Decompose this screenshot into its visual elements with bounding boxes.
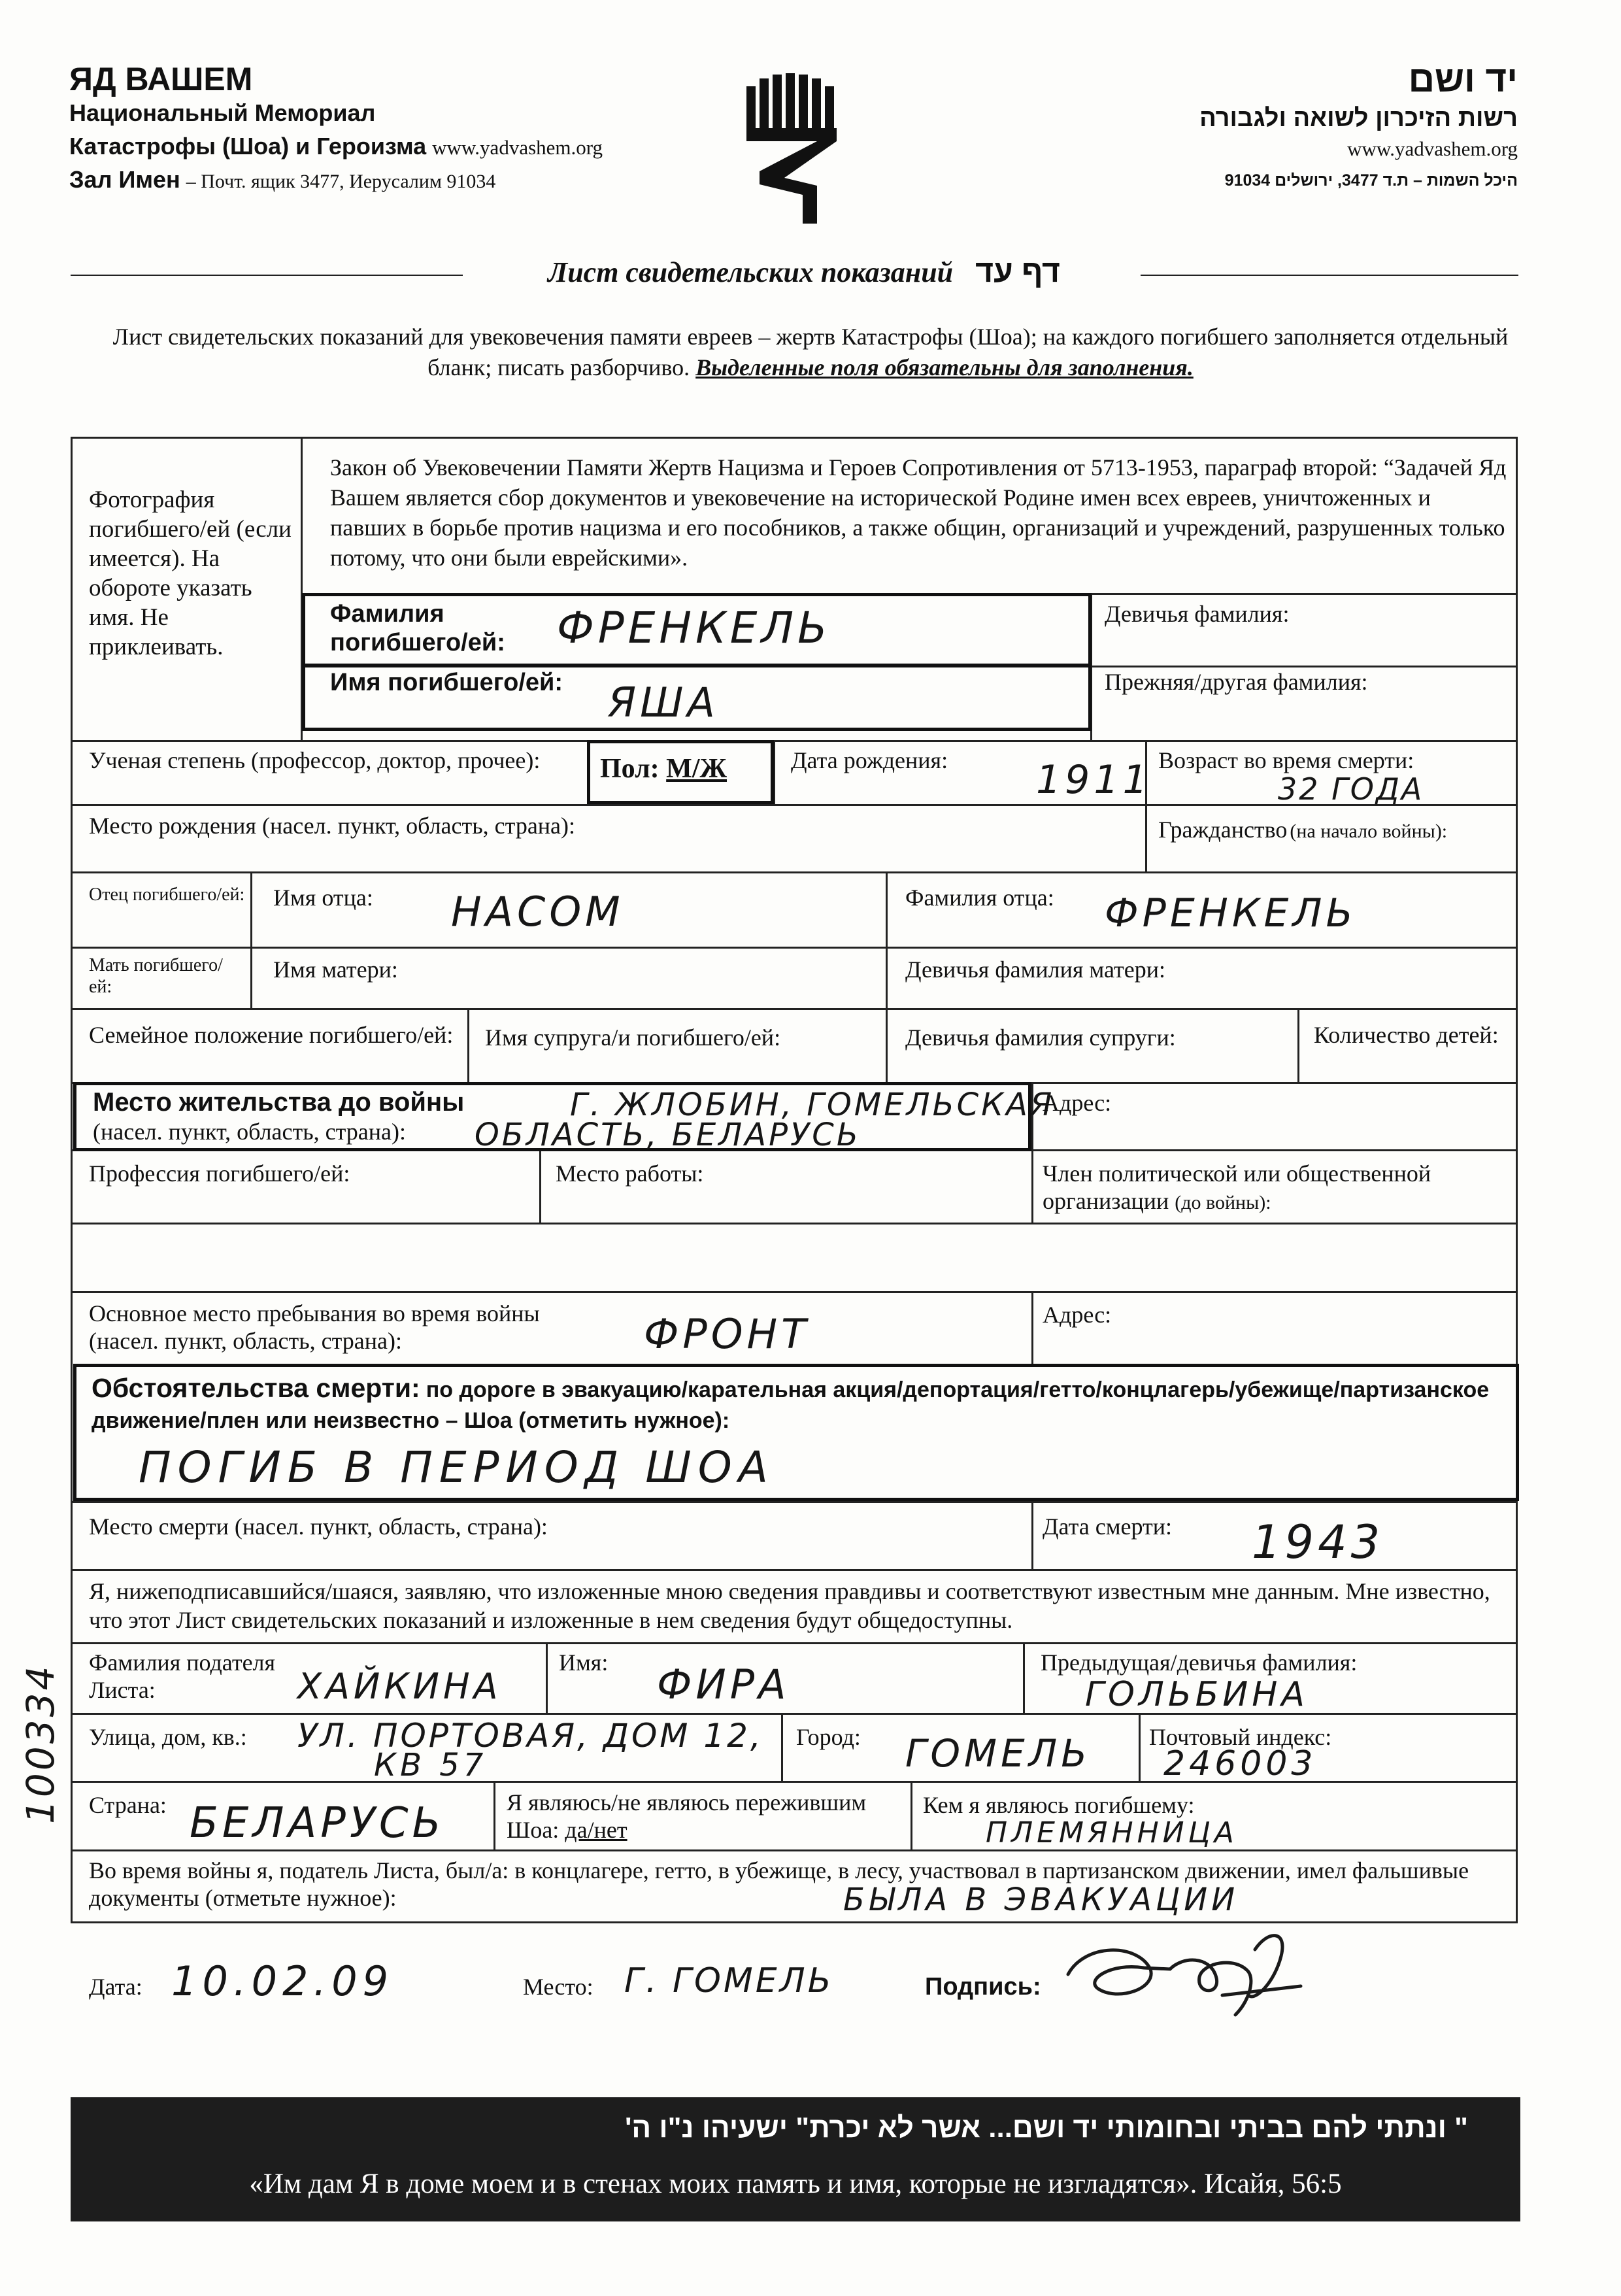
age-at-death[interactable]: 32 ГОДА (1278, 771, 1424, 807)
form-title: Лист свидетельских показаний (548, 256, 954, 288)
membership-field (1043, 1160, 1513, 1215)
col-rule (1023, 1642, 1025, 1713)
circumstances-options: по дороге в эвакуацию/карательная акция/депортация/гетто/концлагерь/убежище/партизанское движение/плен или неизвестно – Шоа (отметить нужное): (92, 1377, 1490, 1433)
death-date-label: Дата смерти: (1043, 1513, 1173, 1540)
hall-label: Зал Имен (69, 166, 180, 193)
birth-date[interactable]: 1911 (1036, 757, 1152, 803)
col-rule (250, 871, 252, 1009)
org-name-he: יד ושם (1408, 58, 1518, 99)
citizenship-label: Гражданство (1158, 817, 1288, 843)
mother-name-label: Имя матери: (273, 956, 398, 983)
gender-field (600, 753, 727, 785)
residence-address-label: Адрес: (1043, 1090, 1112, 1116)
profession-label: Профессия погибшего/ей: (89, 1160, 350, 1187)
col-rule (1297, 1008, 1299, 1083)
banner-quote-ru: «Им дам Я в доме моем и в стенах моих память и имя, которые не изгладятся». Исайя, 56:5 (249, 2169, 1342, 2199)
submitter-surname[interactable]: ХАЙКИНА (297, 1666, 502, 1707)
row-rule (71, 1501, 1518, 1503)
col-rule (493, 1781, 495, 1849)
membership-label: Член политической или общественной организации (1043, 1160, 1431, 1214)
submitter-prev-surname-label: Предыдущая/девичья фамилия: (1041, 1649, 1358, 1676)
archive-number: 100334 (18, 1663, 63, 1824)
row-rule (71, 1642, 1518, 1644)
declaration: Я, нижеподписавшийся/шаяся, заявляю, что изложенные мною сведения правдивы и соответствуют известным мне данным. Мне известно, что этот Лист свидетельских показаний и изложенные в нем сведения будут общедоступны. (89, 1578, 1490, 1633)
mother-maiden-label: Девичья фамилия матери: (905, 956, 1166, 983)
quote-banner (71, 2097, 1520, 2221)
submitter-name[interactable]: ФИРА (657, 1661, 790, 1708)
org-name-ru: ЯД ВАШЕМ (69, 61, 253, 97)
col-rule (1139, 1713, 1141, 1781)
marital-status-label: Семейное положение погибшего/ей: (89, 1022, 454, 1048)
circumstances-value[interactable]: ПОГИБ В ПЕРИОД ШОА (139, 1442, 775, 1493)
form-title-he: דף עד (975, 254, 1060, 289)
law-text: Закон об Увековечении Памяти Жертв Нацизма и Героев Сопротивления от 5713-1953, параграф второй: “Задачей Яд Вашем является сбор документов и увековечение на исторической Родине имен всех евреев, уничтоженных и павших в борьбе против нацизма и его пособников, а также общин, организаций и учреждений, разрушенных только потому, что они были еврейскими». (330, 454, 1507, 571)
relation[interactable]: ПЛЕМЯННИЦА (986, 1816, 1238, 1849)
submitter-wartime-label: Во время войны я, податель Листа, был/а: в концлагере, гетто, в убежище, в лесу, участвовал в партизанском движении, имел фальшивые документы (отметьте нужное): (89, 1857, 1469, 1911)
relation-label: Кем я являюсь погибшему: (923, 1792, 1195, 1818)
row-rule (71, 1008, 1518, 1010)
victim-first-name[interactable]: ЯША (608, 679, 719, 726)
col-rule (1031, 1501, 1033, 1570)
signature[interactable] (1059, 1917, 1307, 2034)
circumstances-field (92, 1373, 1503, 1436)
website-left: www.yadvashem.org (432, 136, 603, 159)
col-rule (546, 1642, 548, 1713)
hall-address: – Почт. ящик 3477, Иерусалим 91034 (186, 171, 496, 192)
country-label: Страна: (89, 1792, 167, 1818)
father-surname[interactable]: ФРЕНКЕЛЬ (1105, 890, 1357, 936)
col-rule (539, 1149, 541, 1223)
signature-label: Подпись: (925, 1973, 1041, 2001)
residence-label: Место жительства до войны (93, 1088, 465, 1117)
postcode[interactable]: 246003 (1163, 1744, 1317, 1783)
website-right: www.yadvashem.org (1347, 137, 1518, 160)
place-label: Место: (523, 1974, 593, 2000)
row-rule (71, 1849, 1518, 1851)
col-rule (1031, 1291, 1033, 1366)
children-count-label: Количество детей: (1314, 1022, 1499, 1048)
org-line2: Национальный Мемориал (69, 99, 376, 126)
citizenship-field (1158, 816, 1447, 843)
degree-label: Ученая степень (профессор, доктор, прочее): (89, 747, 541, 773)
row-rule (71, 740, 1518, 742)
row-rule (71, 1569, 1518, 1571)
col-rule (1031, 1149, 1033, 1223)
survivor-value[interactable]: да/нет (565, 1817, 627, 1843)
photo-note: Фотография погибшего/ей (если имеется). На обороте указать имя. Не приклеивать. (89, 486, 292, 660)
col-rule (467, 1008, 469, 1083)
form-title-row (477, 254, 1131, 290)
title-rule-left (71, 275, 463, 276)
workplace-label: Место работы: (556, 1160, 704, 1187)
survivor-label: Я являюсь/не являюсь пережившим Шоа: (507, 1789, 867, 1843)
mother-side-label: Мать погибшего/ей: (89, 955, 223, 997)
residence-value-line1[interactable]: Г. ЖЛОБИН, ГОМЕЛЬСКАЯ (570, 1087, 1055, 1123)
father-side-label: Отец погибшего/ей: (89, 885, 245, 905)
city-label: Город: (796, 1724, 861, 1750)
submission-date[interactable]: 10.02.09 (171, 1957, 394, 2005)
date-label: Дата: (89, 1974, 142, 2000)
wartime-place-label: Основное место пребывания во время войны (насел. пункт, область, страна): (89, 1300, 540, 1354)
yad-vashem-logo-icon (745, 73, 850, 224)
father-name[interactable]: НАСОМ (451, 888, 624, 936)
residence-note: (насел. пункт, область, страна): (93, 1119, 407, 1145)
circumstances-label: Обстоятельства смерти: (92, 1373, 420, 1403)
submitter-prev-surname[interactable]: ГОЛЬБИНА (1085, 1675, 1309, 1714)
submitter-wartime-value[interactable]: БЫЛА В ЭВАКУАЦИИ (843, 1882, 1239, 1918)
father-surname-label: Фамилия отца: (905, 885, 1054, 911)
col-rule (781, 1713, 783, 1781)
row-rule (71, 1223, 1518, 1224)
org-line3 (69, 133, 603, 160)
intro-text: Лист свидетельских показаний для увековечения памяти евреев – жертв Катастрофы (Шоа); на каждого погибшего заполняется отдельный бланк; писать разборчиво. (112, 324, 1509, 380)
spouse-maiden-label: Девичья фамилия супруги: (905, 1024, 1176, 1051)
signature-scribble-icon (1059, 1917, 1307, 2034)
col-rule (886, 871, 888, 1083)
survivor-field (507, 1789, 899, 1844)
row-rule (71, 1291, 1518, 1293)
wartime-address-label: Адрес: (1043, 1302, 1112, 1328)
birth-date-label: Дата рождения: (791, 747, 948, 773)
spouse-name-label: Имя супруга/и погибшего/ей: (485, 1024, 781, 1051)
age-label: Возраст во время смерти: (1158, 747, 1414, 773)
first-name-label: Имя погибшего/ей: (330, 669, 563, 696)
death-place-label: Место смерти (насел. пункт, область, страна): (89, 1513, 548, 1540)
intro-emphasis: Выделенные поля обязательны для заполнения. (695, 354, 1194, 380)
birthplace-label: Место рождения (насел. пункт, область, страна): (89, 813, 576, 839)
submitter-surname-label: Фамилия подателя Листа: (89, 1649, 276, 1703)
title-rule-right (1141, 275, 1518, 276)
hall-of-names (69, 166, 495, 194)
row-rule (71, 947, 1518, 949)
citizenship-note: (на начало войны): (1290, 820, 1448, 842)
submitter-name-label: Имя: (559, 1649, 609, 1676)
victim-surname[interactable]: ФРЕНКЕЛЬ (557, 603, 831, 653)
country[interactable]: БЕЛАРУСЬ (190, 1799, 445, 1848)
wartime-place[interactable]: ФРОНТ (644, 1310, 811, 1358)
maiden-name-label: Девичья фамилия: (1105, 601, 1290, 627)
row-rule (71, 871, 1518, 873)
death-date[interactable]: 1943 (1252, 1515, 1384, 1569)
row-rule (1090, 666, 1518, 667)
col-rule (911, 1781, 912, 1849)
street-label: Улица, дом, кв.: (89, 1724, 247, 1750)
street-line1[interactable]: УЛ. ПОРТОВАЯ, ДОМ 12, (297, 1717, 763, 1755)
postcode-label: Почтовый индекс: (1149, 1724, 1332, 1750)
prev-surname-label: Прежняя/другая фамилия: (1105, 669, 1368, 695)
father-name-label: Имя отца: (273, 885, 373, 911)
banner-quote-he: " ונתתי להם בביתי ובחומותי יד ושם... אשר לא יכרת" ישעיהו נ"ו ה' (624, 2112, 1468, 2144)
address-he: היכל השמות – ת.ד 3477, ירושלים 91034 (1224, 171, 1518, 190)
gender-value[interactable]: М/Ж (666, 754, 727, 784)
city[interactable]: ГОМЕЛЬ (905, 1731, 1092, 1776)
row-rule (1090, 593, 1518, 595)
org-he-line2: רשות הזיכרון לשואה ולגבורה (1199, 105, 1518, 132)
submission-place[interactable]: Г. ГОМЕЛЬ (624, 1961, 834, 2001)
residence-value-line2[interactable]: ОБЛАСТЬ, БЕЛАРУСЬ (475, 1117, 861, 1153)
intro (78, 322, 1543, 383)
membership-note: (до войны): (1175, 1192, 1271, 1213)
gender-label: Пол: (600, 754, 660, 784)
surname-label: Фамилия погибшего/ей: (330, 600, 505, 656)
street-line2[interactable]: КВ 57 (374, 1747, 488, 1783)
org-line3-text: Катастрофы (Шоа) и Героизма (69, 133, 427, 160)
